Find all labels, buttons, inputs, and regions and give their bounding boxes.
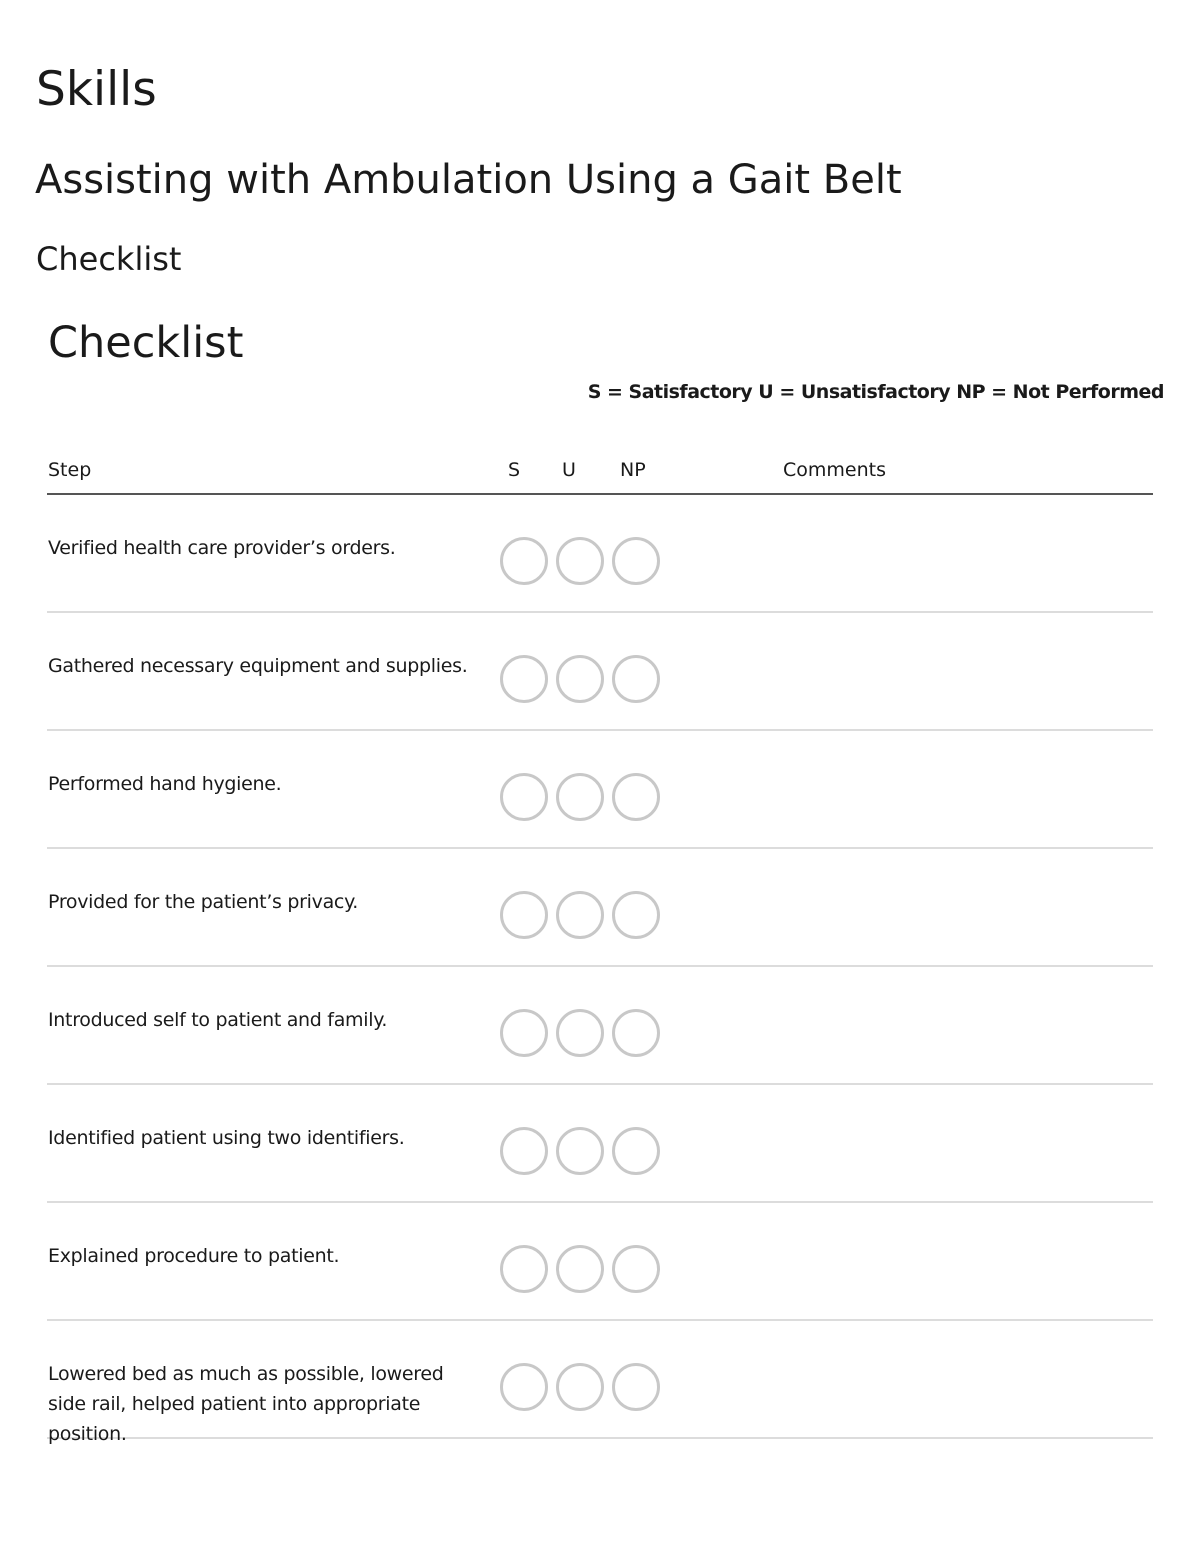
step-text: Explained procedure to patient. <box>48 1245 340 1267</box>
satisfactory-radio[interactable] <box>500 537 548 585</box>
not-performed-radio[interactable] <box>612 773 660 821</box>
satisfactory-radio[interactable] <box>500 1245 548 1293</box>
checklist-row <box>47 731 1153 849</box>
checklist-heading: Checklist <box>48 318 244 368</box>
checklist-row <box>47 1085 1153 1203</box>
column-header-comments: Comments <box>783 459 886 481</box>
checklist-rows <box>47 495 1153 1445</box>
unsatisfactory-radio[interactable] <box>556 1127 604 1175</box>
section-label: Checklist <box>36 240 182 278</box>
unsatisfactory-radio[interactable] <box>556 1009 604 1057</box>
step-text: Introduced self to patient and family. <box>48 1009 388 1031</box>
rating-options <box>500 655 660 703</box>
satisfactory-radio[interactable] <box>500 655 548 703</box>
column-header-unsatisfactory: U <box>562 459 576 481</box>
not-performed-radio[interactable] <box>612 655 660 703</box>
satisfactory-radio[interactable] <box>500 1009 548 1057</box>
checklist-row <box>47 1321 1153 1445</box>
unsatisfactory-radio[interactable] <box>556 1245 604 1293</box>
unsatisfactory-radio[interactable] <box>556 773 604 821</box>
not-performed-radio[interactable] <box>612 537 660 585</box>
satisfactory-radio[interactable] <box>500 1363 548 1411</box>
column-header-not-performed: NP <box>620 459 646 481</box>
unsatisfactory-radio[interactable] <box>556 891 604 939</box>
checklist-row <box>47 849 1153 967</box>
step-text: Provided for the patient’s privacy. <box>48 891 359 913</box>
step-text: Identified patient using two identifiers. <box>48 1127 405 1149</box>
rating-options <box>500 773 660 821</box>
checklist-table-header <box>47 455 1153 495</box>
not-performed-radio[interactable] <box>612 1127 660 1175</box>
satisfactory-radio[interactable] <box>500 773 548 821</box>
column-header-step: Step <box>48 459 92 481</box>
satisfactory-radio[interactable] <box>500 891 548 939</box>
satisfactory-radio[interactable] <box>500 1127 548 1175</box>
checklist-row <box>47 967 1153 1085</box>
checklist-row <box>47 1203 1153 1321</box>
rating-options <box>500 1363 660 1411</box>
rating-options <box>500 1245 660 1293</box>
rating-options <box>500 1009 660 1057</box>
step-text: Gathered necessary equipment and supplies. <box>48 655 468 677</box>
unsatisfactory-radio[interactable] <box>556 537 604 585</box>
not-performed-radio[interactable] <box>612 891 660 939</box>
checklist-row <box>47 613 1153 731</box>
column-header-satisfactory: S <box>508 459 521 481</box>
step-text: Verified health care provider’s orders. <box>48 537 396 559</box>
skill-title: Assisting with Ambulation Using a Gait Belt <box>35 157 902 203</box>
checklist-row <box>47 495 1153 613</box>
unsatisfactory-radio[interactable] <box>556 655 604 703</box>
unsatisfactory-radio[interactable] <box>556 1363 604 1411</box>
step-text: Lowered bed as much as possible, lowered side rail, helped patient into appropriate position. <box>48 1363 444 1445</box>
rating-options <box>500 1127 660 1175</box>
rating-options <box>500 891 660 939</box>
page-title: Skills <box>36 62 157 117</box>
rating-options <box>500 537 660 585</box>
step-text: Performed hand hygiene. <box>48 773 282 795</box>
not-performed-radio[interactable] <box>612 1009 660 1057</box>
not-performed-radio[interactable] <box>612 1363 660 1411</box>
not-performed-radio[interactable] <box>612 1245 660 1293</box>
rating-legend: S = Satisfactory U = Unsatisfactory NP = Not Performed <box>587 381 1164 403</box>
